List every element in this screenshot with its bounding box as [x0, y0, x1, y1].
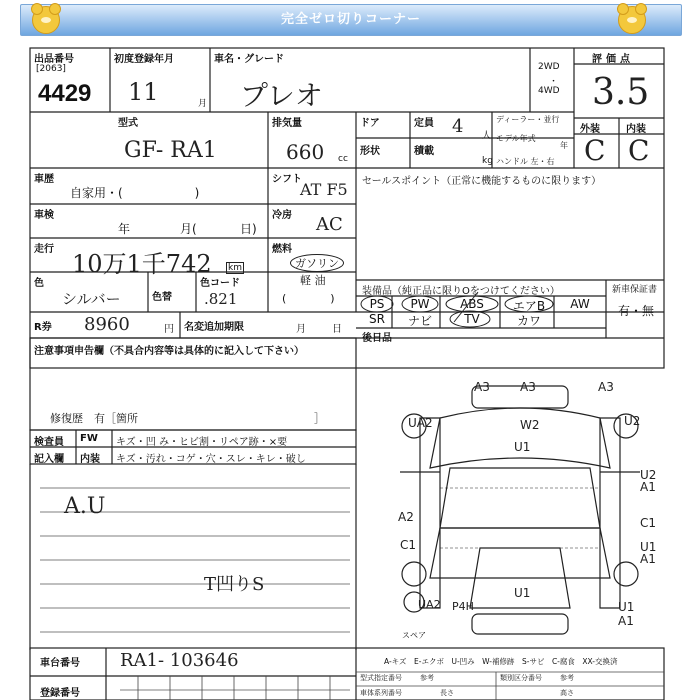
- diagram-mark-front-left: A3: [474, 380, 490, 394]
- mileage-unit: km: [228, 263, 242, 273]
- aircon-label: 冷房: [272, 210, 292, 221]
- hood: [430, 408, 610, 468]
- shape-label: 形状: [360, 146, 380, 157]
- diagram-mark-right-quarter-2: A1: [640, 552, 656, 566]
- spare-tire-label: スペア: [402, 631, 426, 640]
- color-label: 色: [34, 278, 44, 289]
- checker-label: 検査員: [34, 437, 64, 448]
- damage-legend: A-キズ E-エクボ U-凹み W-補修跡 S-サビ C-腐食 XX-交換済: [384, 657, 618, 666]
- sales-point-label: セールスポイント（正常に機能するものに限ります）: [362, 176, 602, 187]
- capacity-unit: 人: [482, 131, 492, 141]
- drive-2wd: 2WD: [538, 62, 560, 72]
- fuel-label: 燃料: [272, 244, 292, 255]
- car-name-value: プレオ: [240, 79, 323, 112]
- mileage-label: 走行: [34, 244, 54, 255]
- equipment-pw: PW: [410, 297, 430, 311]
- model-year-unit: 年: [560, 141, 568, 150]
- rear-section: [430, 528, 610, 578]
- inspection-day: 日): [240, 222, 257, 236]
- interior-items: キズ・汚れ・コゲ・穴・スレ・キレ・破し: [116, 454, 306, 465]
- shift-label: シフト: [272, 174, 302, 185]
- capacity-label: 定員: [414, 118, 434, 129]
- equipment-airbag: エアB: [512, 299, 546, 313]
- comment-line-2: T凹りS: [204, 574, 265, 595]
- rear-bumper: [472, 614, 568, 634]
- first-registration-month-unit: 月: [198, 99, 208, 109]
- inspection-year: 年: [118, 222, 131, 236]
- car-name-label: 車名・グレード: [214, 54, 284, 65]
- recycle-unit: 円: [164, 324, 174, 335]
- door-label: ドア: [360, 118, 380, 129]
- mileage-value: 10万1千742: [72, 250, 212, 278]
- warranty-value: 有・無: [618, 304, 655, 318]
- evaluation-label: 評価点: [592, 54, 634, 65]
- footer-ref-2: 参考: [560, 674, 574, 682]
- lot-sub-number: [2063]: [36, 64, 66, 74]
- registration-label: 登録番号: [40, 688, 80, 699]
- inspection-label: 車検: [34, 210, 54, 221]
- entry-label: 記入欄: [34, 454, 64, 465]
- color-code: .821: [204, 290, 238, 308]
- dealer-parallel-label: ディーラー・並行: [496, 115, 560, 124]
- interior-label: 内装: [626, 124, 646, 135]
- model-value: GF- RA1: [124, 138, 217, 163]
- equipment-tv: TV: [464, 312, 480, 326]
- interior-grade: C: [628, 134, 650, 167]
- diagram-mark-right-rear: U1: [618, 600, 635, 614]
- equipment-sr: SR: [369, 312, 385, 326]
- name-change-label: 名変追加期限: [184, 322, 244, 333]
- name-change-day: 日: [332, 324, 342, 335]
- footer-height: 高さ: [560, 689, 574, 697]
- displacement-label: 排気量: [272, 118, 302, 129]
- footer-length: 長さ: [440, 689, 454, 697]
- exterior-label: 外装: [580, 124, 600, 135]
- fw-items: キズ・凹 み・ヒビ割・リペア跡・×要: [116, 437, 288, 448]
- history-label: 車歴: [34, 174, 54, 185]
- diagram-mark-hood: U1: [514, 440, 531, 454]
- page-title: 完全ゼロ切りコーナー: [280, 12, 421, 27]
- name-change-month: 月: [296, 324, 306, 335]
- diagram-mark-left-door: A2: [398, 510, 414, 524]
- diagram-mark-right-rear-door: C1: [640, 516, 657, 530]
- first-registration-year: 11: [128, 78, 159, 106]
- footer-ref-1: 参考: [420, 674, 434, 682]
- diagram-mark-left-fender: UA2: [408, 416, 433, 430]
- diagram-mark-front-right: A3: [598, 380, 614, 394]
- equipment-leather: カワ: [516, 314, 541, 328]
- diagram-mark-right-rear-2: A1: [618, 614, 634, 628]
- footer-body-series: 車体系列番号: [360, 689, 402, 697]
- comment-line-1: A.U: [64, 494, 106, 519]
- interior-entry-label: 内装: [80, 454, 100, 465]
- diagram-mark-windshield: W2: [520, 418, 540, 432]
- load-unit: kg: [482, 156, 493, 166]
- recycle-value: 8960: [84, 314, 130, 335]
- diagram-mark-left-rear: UA2: [418, 598, 441, 611]
- aircon-value: AC: [316, 214, 343, 235]
- exterior-grade: C: [584, 134, 606, 167]
- handle-label: ハンドル 左・右: [496, 157, 555, 166]
- inspection-month: 月(: [180, 222, 197, 236]
- equipment-aw: AW: [570, 297, 590, 311]
- equipment-ps: PS: [369, 297, 385, 311]
- recycle-label: R券: [34, 322, 52, 333]
- diagram-mark-right-front-door-2: A1: [640, 480, 656, 494]
- diagram-mark-rear-left: P4H: [452, 600, 474, 613]
- diagram-mark-right-fender: U2: [624, 414, 641, 428]
- load-label: 積載: [414, 146, 434, 157]
- first-registration-label: 初度登録年月: [114, 54, 174, 65]
- fuel-diesel: 軽 油: [300, 274, 326, 287]
- equipment-navi: ナビ: [407, 314, 432, 328]
- footer-category-number: 類別区分番号: [500, 674, 542, 682]
- later-items-label: 後日品: [362, 333, 392, 344]
- warranty-label: 新車保証書: [612, 285, 658, 295]
- diagram-mark-trunk: U1: [514, 586, 531, 600]
- lot-number: 4429: [38, 80, 92, 107]
- shift-value: AT F5: [300, 180, 348, 199]
- model-label: 型式: [118, 118, 138, 129]
- history-value: 自家用・( ): [70, 186, 200, 200]
- roof: [440, 468, 600, 528]
- capacity-value: 4: [452, 116, 464, 137]
- fw-label: FW: [80, 433, 98, 444]
- diagram-mark-front-center: A3: [520, 380, 536, 394]
- color-value: シルバー: [62, 290, 121, 308]
- chassis-number: RA1- 103646: [120, 650, 239, 671]
- color-code-label: 色コード: [200, 278, 240, 289]
- footer-type-number: 型式指定番号: [360, 674, 402, 682]
- equipment-abs: ABS: [460, 297, 484, 311]
- equipment-label: 装備品（純正品に限りOをつけてください）: [362, 286, 560, 297]
- fuel-gasoline: ガソリン: [290, 254, 344, 272]
- notes-label: 注意事項申告欄（不具合内容等は具体的に記入して下さい）: [34, 346, 304, 357]
- diagram-mark-right-front-door: U2: [640, 468, 657, 482]
- fuel-other: ( ): [282, 292, 335, 305]
- drive-4wd: 4WD: [538, 86, 560, 96]
- chassis-label: 車台番号: [40, 658, 80, 669]
- diagram-mark-right-quarter: U1: [640, 540, 657, 554]
- displacement-value: 660: [286, 140, 325, 164]
- drive-dot: ・: [549, 77, 559, 87]
- diagram-mark-left-sill: C1: [400, 538, 417, 552]
- lot-number-label: 出品番号: [34, 54, 74, 65]
- evaluation-score: 3.5: [592, 72, 650, 113]
- repair-history: 修復歴 有［箇所 ］: [50, 412, 325, 425]
- model-year-label: モデル年式: [496, 134, 536, 143]
- color-change-label: 色替: [152, 292, 172, 303]
- displacement-unit: cc: [338, 154, 348, 164]
